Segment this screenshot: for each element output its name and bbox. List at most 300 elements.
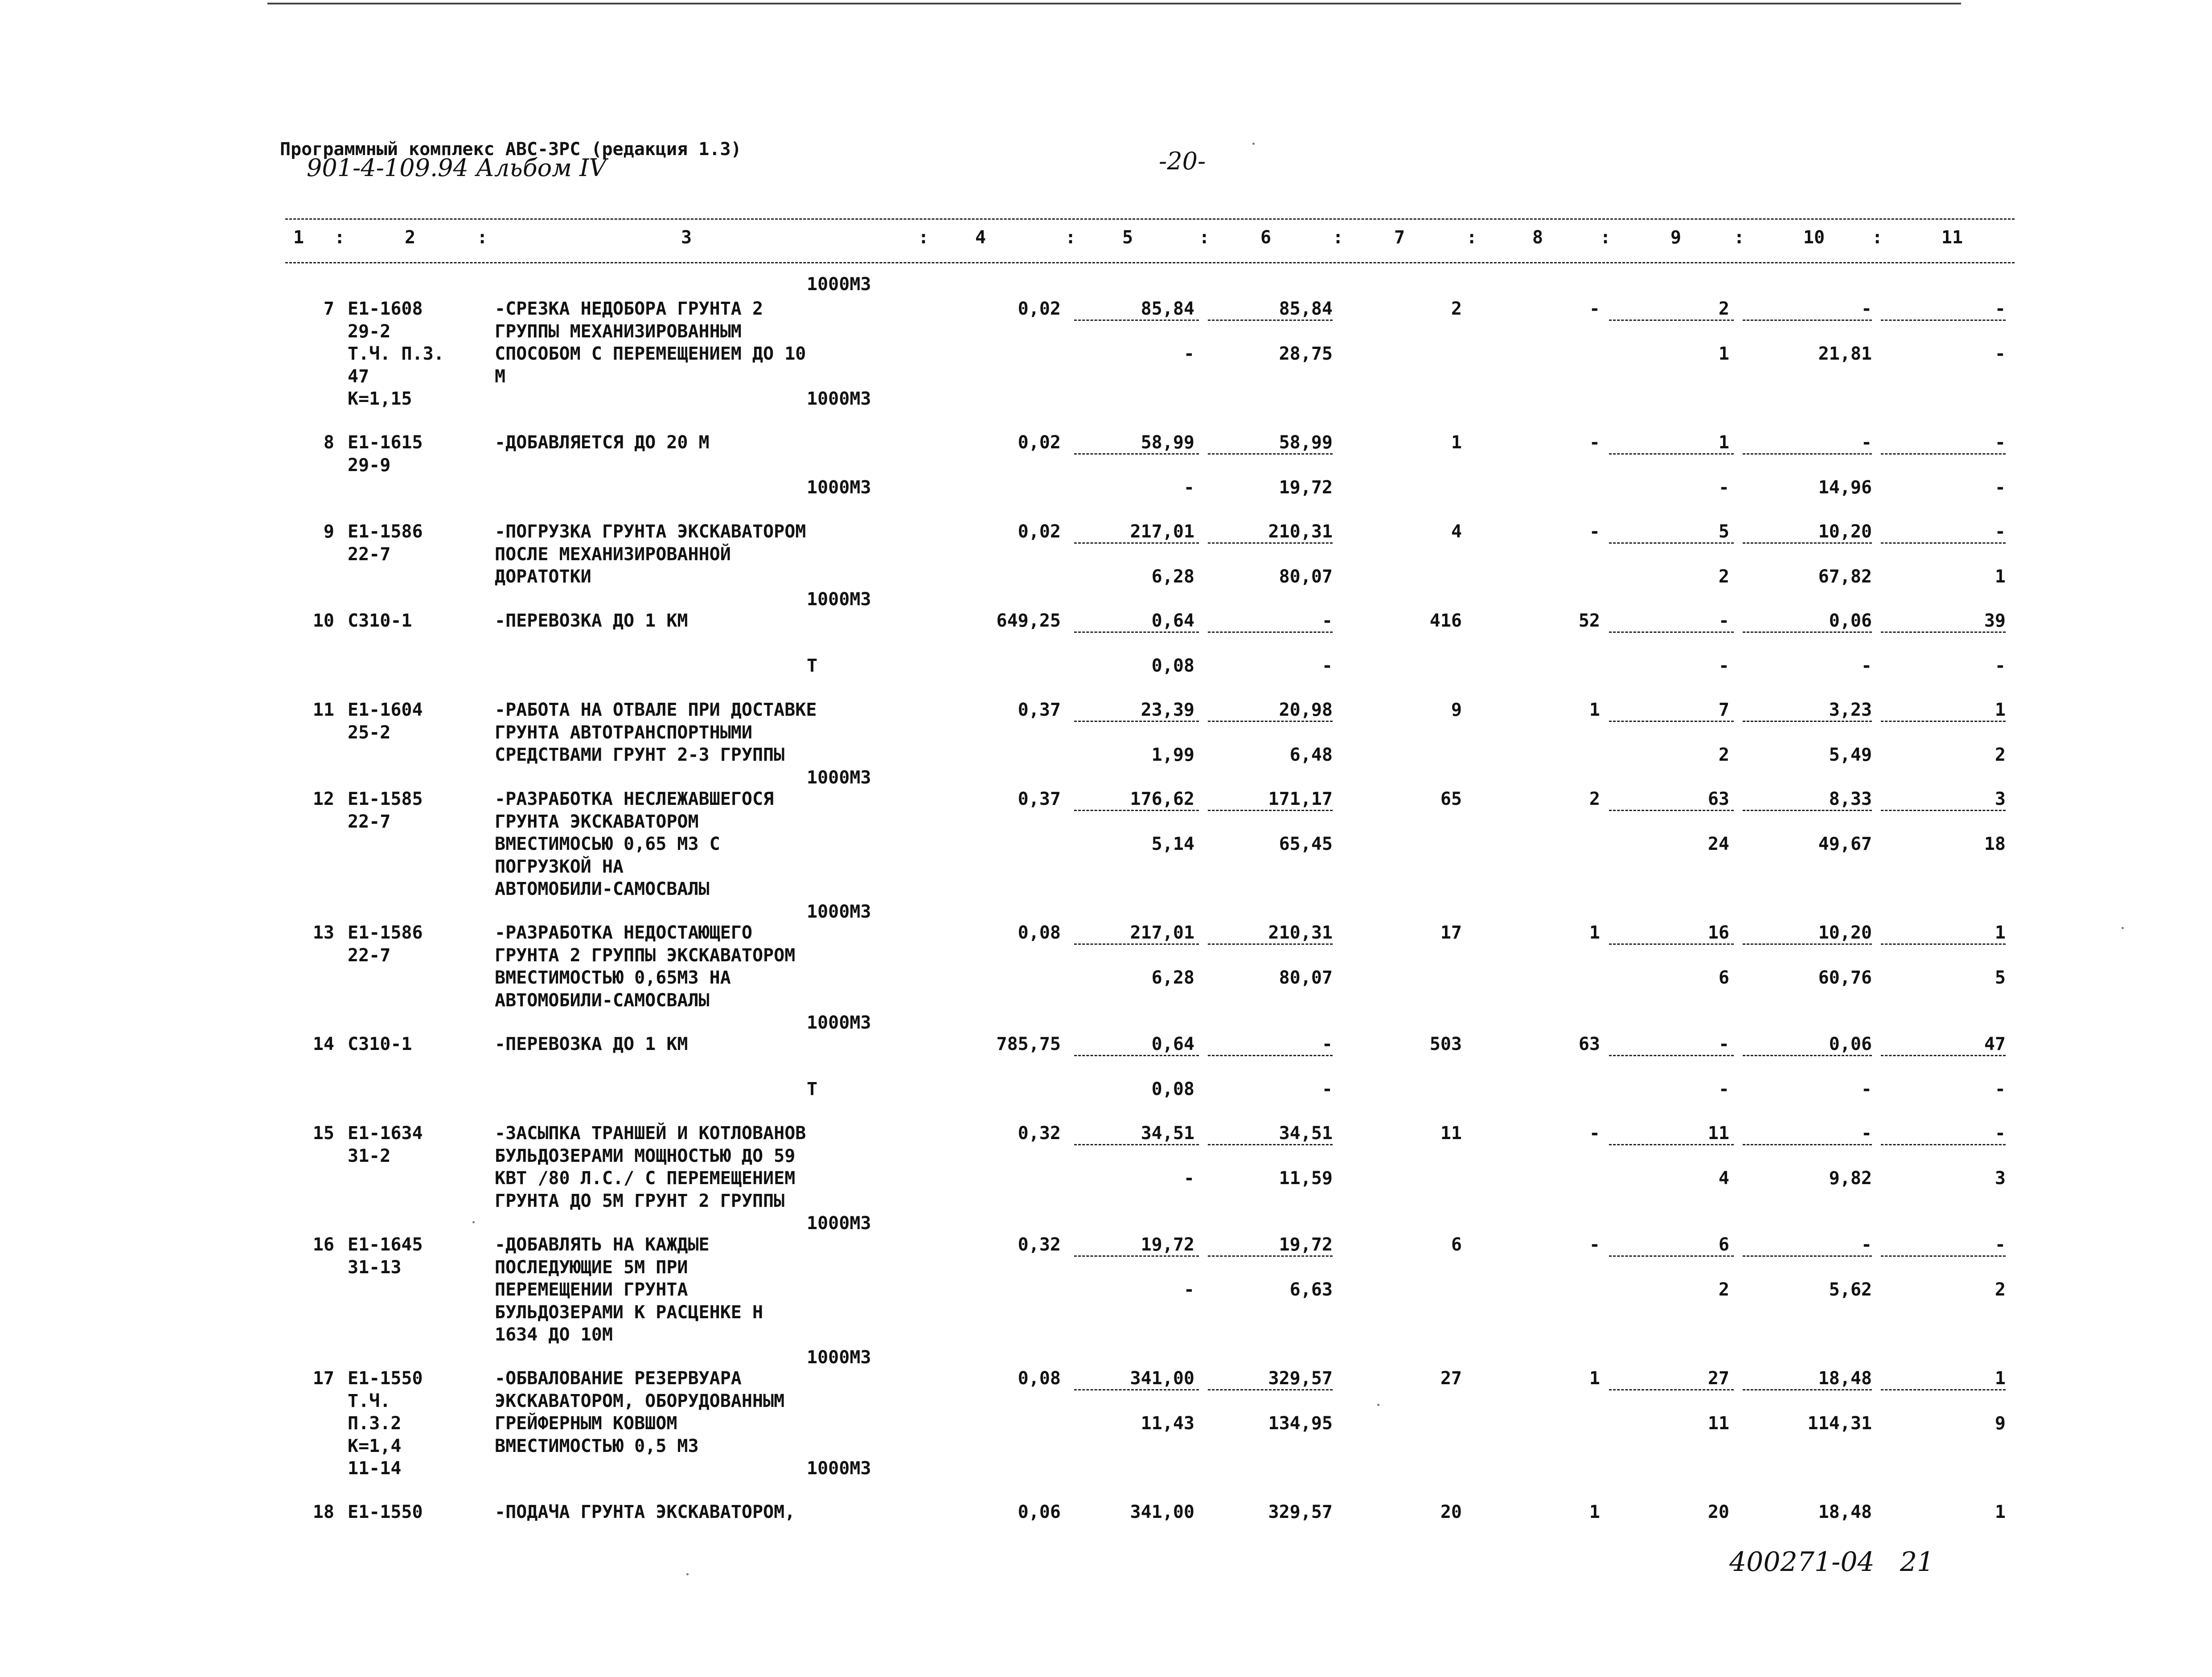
cost-value-secondary: -: [1321, 1079, 1333, 1099]
column-separator: :: [334, 227, 345, 248]
column-separator: :: [1600, 227, 1611, 248]
column-separator: :: [1466, 227, 1477, 248]
column-number-1: 1: [293, 227, 304, 248]
cost-value-secondary: 2: [1718, 1279, 1729, 1300]
rate-code: Е1-1615: [348, 432, 423, 453]
cost-value-secondary: 5,14: [1151, 834, 1194, 854]
subtotal-rule: [1074, 1144, 1199, 1145]
cost-value: 0,06: [1829, 611, 1872, 631]
work-description: -ПОГРУЗКА ГРУНТА ЭКСКАВАТОРОМ: [495, 521, 806, 542]
rate-code: 47: [348, 366, 369, 387]
cost-value-secondary: 1: [1994, 566, 2006, 587]
cost-value-secondary: 24: [1707, 834, 1729, 854]
cost-value-secondary: -: [1183, 1279, 1194, 1300]
quantity: 0,08: [1018, 923, 1061, 943]
work-description: -РАЗРАБОТКА НЕСЛЕЖАВШЕГОСЯ: [495, 789, 774, 809]
cost-value-secondary: 0,08: [1151, 656, 1194, 676]
cost-value: -: [1589, 1123, 1600, 1144]
scan-speck: [472, 1221, 475, 1223]
row-number: 11: [312, 700, 334, 720]
unit-of-measure: Т: [807, 1079, 818, 1099]
cost-value: 217,01: [1130, 923, 1194, 943]
cost-value: 4: [1451, 521, 1462, 542]
cost-value: 85,84: [1141, 299, 1194, 319]
cost-value: 20: [1707, 1502, 1729, 1522]
rate-code: 11-14: [348, 1458, 402, 1479]
cost-value: -: [1994, 1234, 2006, 1255]
cost-value: 210,31: [1268, 521, 1333, 542]
column-number-8: 8: [1532, 227, 1543, 248]
column-separator: :: [1872, 227, 1883, 248]
rate-code: Е1-1604: [348, 700, 423, 720]
quantity: 0,06: [1018, 1502, 1061, 1522]
subtotal-rule: [1881, 320, 2006, 321]
cost-value: 65: [1440, 789, 1462, 809]
row-number: 9: [323, 521, 334, 542]
cost-value: 16: [1707, 923, 1729, 943]
cost-value-secondary: 60,76: [1818, 968, 1872, 988]
work-description: -ДОБАВЛЯЕТСЯ ДО 20 М: [495, 432, 710, 453]
column-number-3: 3: [681, 227, 692, 248]
cost-value-secondary: 114,31: [1807, 1413, 1872, 1434]
cost-value: 176,62: [1130, 789, 1194, 809]
work-description: ВМЕСТИМОСТЬЮ 0,65М3 НА: [495, 968, 731, 988]
column-separator: :: [1065, 227, 1076, 248]
subtotal-rule: [1743, 1255, 1872, 1257]
cost-value: 171,17: [1268, 789, 1333, 809]
quantity: 785,75: [996, 1034, 1061, 1054]
cost-value-secondary: -: [1994, 477, 2006, 498]
work-description: -ДОБАВЛЯТЬ НА КАЖДЫЕ: [495, 1234, 710, 1255]
rate-code: С310-1: [348, 1034, 412, 1054]
work-description: ПОСЛЕ МЕХАНИЗИРОВАННОЙ: [495, 544, 731, 565]
subtotal-rule: [1743, 721, 1872, 722]
work-description: ВМЕСТИМОСЬЮ 0,65 М3 С: [495, 834, 720, 854]
subtotal-rule: [1208, 810, 1333, 811]
subtotal-rule: [1074, 1255, 1199, 1257]
column-separator: :: [1199, 227, 1210, 248]
header-rule-top: [285, 218, 2015, 220]
cost-value: -: [1589, 432, 1600, 453]
cost-value: 27: [1707, 1368, 1729, 1389]
subtotal-rule: [1074, 810, 1199, 811]
subtotal-rule: [1743, 1389, 1872, 1390]
subtotal-rule: [1743, 1144, 1872, 1145]
work-description: ГРЕЙФЕРНЫМ КОВШОМ: [495, 1413, 677, 1434]
cost-value: 0,64: [1151, 611, 1194, 631]
cost-value: 1: [1994, 1368, 2006, 1389]
subtotal-rule: [1881, 542, 2006, 544]
subtotal-rule: [1881, 1255, 2006, 1257]
quantity: 0,37: [1018, 789, 1061, 809]
row-number: 12: [312, 789, 334, 809]
cost-value: 503: [1429, 1034, 1462, 1054]
rate-code: 22-7: [348, 811, 391, 832]
rate-code: Т.Ч. П.3.: [348, 344, 444, 364]
rate-code: Е1-1550: [348, 1368, 423, 1389]
cost-value: 58,99: [1279, 432, 1333, 453]
rate-code: К=1,15: [348, 389, 412, 409]
quantity: 0,37: [1018, 700, 1061, 720]
unit-of-measure: 1000М3: [807, 589, 871, 610]
cost-value-secondary: -: [1718, 477, 1729, 498]
cost-value-secondary: 6,63: [1289, 1279, 1333, 1300]
cost-value-secondary: 19,72: [1279, 477, 1333, 498]
subtotal-rule: [1743, 810, 1872, 811]
rate-code: К=1,4: [348, 1435, 402, 1456]
cost-value: 0,64: [1151, 1034, 1194, 1054]
cost-value: 39: [1984, 611, 2006, 631]
subtotal-rule: [1074, 320, 1199, 321]
subtotal-rule: [1074, 721, 1199, 722]
cost-value: -: [1994, 299, 2006, 319]
subtotal-rule: [1609, 943, 1734, 945]
work-description: -ЗАСЫПКА ТРАНШЕЙ И КОТЛОВАНОВ: [495, 1123, 806, 1144]
cost-value-secondary: 6: [1718, 968, 1729, 988]
subtotal-rule: [1609, 1255, 1734, 1257]
work-description: БУЛЬДОЗЕРАМИ МОЩНОСТЬЮ ДО 59: [495, 1145, 796, 1166]
work-description: М: [495, 366, 506, 387]
subtotal-rule: [1208, 1389, 1333, 1390]
cost-value: 19,72: [1141, 1234, 1194, 1255]
cost-value-secondary: -: [1718, 1079, 1729, 1099]
cost-value: 341,00: [1130, 1368, 1194, 1389]
scan-speck: [1377, 1404, 1379, 1406]
subtotal-rule: [1609, 542, 1734, 544]
footer-stamp: 400271-04 21: [1729, 1546, 1934, 1578]
work-description: -ПЕРЕВОЗКА ДО 1 КМ: [495, 1034, 688, 1054]
cost-value: -: [1861, 299, 1872, 319]
row-number: 10: [312, 611, 334, 631]
subtotal-rule: [1074, 542, 1199, 544]
cost-value: 9: [1451, 700, 1462, 720]
subtotal-rule: [1609, 1144, 1734, 1145]
cost-value: -: [1321, 611, 1333, 631]
cost-value-secondary: 134,95: [1268, 1413, 1333, 1434]
cost-value: 416: [1429, 611, 1462, 631]
subtotal-rule: [1743, 320, 1872, 321]
cost-value-secondary: 21,81: [1818, 344, 1872, 364]
cost-value: 85,84: [1279, 299, 1333, 319]
subtotal-rule: [1208, 1144, 1333, 1145]
subtotal-rule: [1208, 943, 1333, 945]
subtotal-rule: [1743, 943, 1872, 945]
rate-code: 29-9: [348, 455, 391, 476]
column-separator: :: [1734, 227, 1745, 248]
quantity: 0,32: [1018, 1123, 1061, 1144]
cost-value-secondary: -: [1994, 1079, 2006, 1099]
cost-value-secondary: 2: [1718, 566, 1729, 587]
cost-value-secondary: 2: [1718, 745, 1729, 765]
cost-value: 11: [1707, 1123, 1729, 1144]
work-description: ГРУНТА АВТОТРАНСПОРТНЫМИ: [495, 722, 752, 743]
quantity: 649,25: [996, 611, 1061, 631]
header-rule-bottom: [285, 262, 2015, 263]
work-description: СРЕДСТВАМИ ГРУНТ 2-3 ГРУППЫ: [495, 745, 785, 765]
work-description: ПЕРЕМЕЩЕНИИ ГРУНТА: [495, 1279, 688, 1300]
subtotal-rule: [1609, 631, 1734, 633]
quantity: 0,08: [1018, 1368, 1061, 1389]
rate-code: П.3.2: [348, 1413, 402, 1434]
subtotal-rule: [1074, 1055, 1199, 1056]
cost-value: 3,23: [1829, 700, 1872, 720]
cost-value: 52: [1578, 611, 1600, 631]
work-description: ГРУНТА ДО 5М ГРУНТ 2 ГРУППЫ: [495, 1190, 785, 1211]
cost-value: 2: [1589, 789, 1600, 809]
cost-value: -: [1718, 611, 1729, 631]
column-number-4: 4: [975, 227, 986, 248]
subtotal-rule: [1743, 542, 1872, 544]
cost-value: 210,31: [1268, 923, 1333, 943]
cost-value-secondary: 0,08: [1151, 1079, 1194, 1099]
cost-value: 1: [1994, 700, 2006, 720]
cost-value: -: [1994, 1123, 2006, 1144]
subtotal-rule: [1074, 943, 1199, 945]
scan-speck: [686, 1573, 689, 1575]
work-description: ПОСЛЕДУЮЩИЕ 5М ПРИ: [495, 1257, 688, 1278]
work-description: -ОБВАЛОВАНИЕ РЕЗЕРВУАРА: [495, 1368, 742, 1389]
cost-value-secondary: 3: [1994, 1168, 2006, 1189]
cost-value-secondary: -: [1994, 656, 2006, 676]
column-number-2: 2: [404, 227, 416, 248]
work-description: -ПЕРЕВОЗКА ДО 1 КМ: [495, 611, 688, 631]
cost-value-secondary: 6,28: [1151, 566, 1194, 587]
scan-speck: [2122, 927, 2124, 929]
cost-value-secondary: 65,45: [1279, 834, 1333, 854]
cost-value: 63: [1578, 1034, 1600, 1054]
cost-value: 2: [1718, 299, 1729, 319]
cost-value: 1: [1994, 1502, 2006, 1522]
subtotal-rule: [1208, 631, 1333, 633]
cost-value: 1: [1718, 432, 1729, 453]
cost-value: 0,06: [1829, 1034, 1872, 1054]
column-separator: :: [1333, 227, 1344, 248]
cost-value: 17: [1440, 923, 1462, 943]
cost-value: 58,99: [1141, 432, 1194, 453]
work-description: ВМЕСТИМОСТЬЮ 0,5 М3: [495, 1435, 699, 1456]
cost-value: 3: [1994, 789, 2006, 809]
cost-value: 34,51: [1141, 1123, 1194, 1144]
cost-value-secondary: 2: [1994, 1279, 2006, 1300]
rate-code: Т.Ч.: [348, 1390, 391, 1411]
work-description: ДОРАТОТКИ: [495, 566, 591, 587]
subtotal-rule: [1609, 1055, 1734, 1056]
cost-value: 23,39: [1141, 700, 1194, 720]
unit-of-measure: 1000М3: [807, 389, 871, 409]
cost-value-secondary: 1: [1718, 344, 1729, 364]
rate-code: С310-1: [348, 611, 412, 631]
rate-code: 22-7: [348, 945, 391, 966]
subtotal-rule: [1743, 453, 1872, 455]
subtotal-rule: [1881, 453, 2006, 455]
rate-code: Е1-1634: [348, 1123, 423, 1144]
subtotal-rule: [1208, 1255, 1333, 1257]
subtotal-rule: [1743, 631, 1872, 633]
subtotal-rule: [1609, 320, 1734, 321]
unit-of-measure: 1000М3: [807, 767, 871, 788]
cost-value: 10,20: [1818, 923, 1872, 943]
cost-value: 6: [1718, 1234, 1729, 1255]
unit-of-measure: 1000М3: [807, 1213, 871, 1234]
row-number: 7: [323, 299, 334, 319]
rate-code: Е1-1586: [348, 923, 423, 943]
column-number-11: 11: [1941, 227, 1963, 248]
cost-value-secondary: 5,62: [1829, 1279, 1872, 1300]
rate-code: 31-13: [348, 1257, 402, 1278]
column-number-7: 7: [1394, 227, 1405, 248]
work-description: -РАБОТА НА ОТВАЛЕ ПРИ ДОСТАВКЕ: [495, 700, 817, 720]
quantity: 0,02: [1018, 432, 1061, 453]
subtotal-rule: [1208, 542, 1333, 544]
cost-value-secondary: 18: [1984, 834, 2006, 854]
row-number: 16: [312, 1234, 334, 1255]
unit-of-measure: 1000М3: [807, 1013, 871, 1033]
work-description: -ПОДАЧА ГРУНТА ЭКСКАВАТОРОМ,: [495, 1502, 796, 1522]
subtotal-rule: [1881, 631, 2006, 633]
column-separator: :: [477, 227, 488, 248]
cost-value: 27: [1440, 1368, 1462, 1389]
subtotal-rule: [1881, 810, 2006, 811]
row-number: 13: [312, 923, 334, 943]
cost-value: 5: [1718, 521, 1729, 542]
cost-value: -: [1589, 1234, 1600, 1255]
cost-value: 18,48: [1818, 1368, 1872, 1389]
column-separator: :: [918, 227, 929, 248]
subtotal-rule: [1208, 721, 1333, 722]
subtotal-rule: [1609, 721, 1734, 722]
cost-value: -: [1994, 521, 2006, 542]
row-number: 18: [312, 1502, 334, 1522]
work-description: ЭКСКАВАТОРОМ, ОБОРУДОВАННЫМ: [495, 1390, 785, 1411]
unit-of-measure: 1000М3: [807, 477, 871, 498]
cost-value-secondary: 11,43: [1141, 1413, 1194, 1434]
cost-value-secondary: 6,48: [1289, 745, 1333, 765]
unit-of-measure: Т: [807, 656, 818, 676]
cost-value-secondary: -: [1861, 1079, 1872, 1099]
cost-value-secondary: 28,75: [1279, 344, 1333, 364]
rate-code: Е1-1608: [348, 299, 423, 319]
cost-value: 1: [1589, 700, 1600, 720]
subtotal-rule: [1881, 943, 2006, 945]
work-description: ГРУППЫ МЕХАНИЗИРОВАННЫМ: [495, 321, 742, 342]
subtotal-rule: [1208, 320, 1333, 321]
cost-value: 8,33: [1829, 789, 1872, 809]
cost-value: 19,72: [1279, 1234, 1333, 1255]
work-description: ПОГРУЗКОЙ НА: [495, 856, 624, 877]
rate-code: 29-2: [348, 321, 391, 342]
rate-code: Е1-1585: [348, 789, 423, 809]
work-description: ГРУНТА ЭКСКАВАТОРОМ: [495, 811, 699, 832]
cost-value: -: [1861, 432, 1872, 453]
subtotal-rule: [1881, 1144, 2006, 1145]
work-description: -РАЗРАБОТКА НЕДОСТАЮЩЕГО: [495, 923, 752, 943]
cost-value-secondary: -: [1183, 477, 1194, 498]
row-number: 15: [312, 1123, 334, 1144]
rate-code: Е1-1586: [348, 521, 423, 542]
cost-value-secondary: 6,28: [1151, 968, 1194, 988]
cost-value: -: [1718, 1034, 1729, 1054]
cost-value: 1: [1994, 923, 2006, 943]
rate-code: Е1-1550: [348, 1502, 423, 1522]
cost-value-secondary: 1,99: [1151, 745, 1194, 765]
cost-value-secondary: 2: [1994, 745, 2006, 765]
subtotal-rule: [1881, 1389, 2006, 1390]
cost-value: 63: [1707, 789, 1729, 809]
cost-value-secondary: -: [1994, 344, 2006, 364]
quantity: 0,02: [1018, 299, 1061, 319]
work-description: ГРУНТА 2 ГРУППЫ ЭКСКАВАТОРОМ: [495, 945, 796, 966]
subtotal-rule: [1881, 721, 2006, 722]
work-description: АВТОМОБИЛИ-САМОСВАЛЫ: [495, 879, 710, 899]
subtotal-rule: [1208, 1055, 1333, 1056]
subtotal-rule: [1074, 453, 1199, 455]
cost-value: -: [1994, 432, 2006, 453]
work-description: 1634 ДО 10М: [495, 1324, 613, 1345]
cost-value: 329,57: [1268, 1368, 1333, 1389]
cost-value-secondary: 14,96: [1818, 477, 1872, 498]
column-number-9: 9: [1670, 227, 1682, 248]
cost-value-secondary: 9: [1994, 1413, 2006, 1434]
cost-value: 1: [1589, 1502, 1600, 1522]
cost-value: 341,00: [1130, 1502, 1194, 1522]
row-number: 8: [323, 432, 334, 453]
work-description: КВТ /80 Л.С./ С ПЕРЕМЕЩЕНИЕМ: [495, 1168, 796, 1189]
cost-value: -: [1861, 1234, 1872, 1255]
unit-of-measure: 1000М3: [807, 1347, 871, 1368]
cost-value-secondary: -: [1183, 344, 1194, 364]
work-description: -СРЕЗКА НЕДОБОРА ГРУНТА 2: [495, 299, 763, 319]
row-number: 14: [312, 1034, 334, 1054]
cost-value: 329,57: [1268, 1502, 1333, 1522]
subtotal-rule: [1609, 453, 1734, 455]
cost-value-secondary: 5: [1994, 968, 2006, 988]
cost-value: 47: [1984, 1034, 2006, 1054]
work-description: БУЛЬДОЗЕРАМИ К РАСЦЕНКЕ Н: [495, 1302, 763, 1323]
cost-value: 11: [1440, 1123, 1462, 1144]
scan-speck: [1252, 143, 1255, 145]
column-number-6: 6: [1260, 227, 1272, 248]
unit-of-measure: 1000М3: [807, 1458, 871, 1479]
cost-value: -: [1861, 1123, 1872, 1144]
subtotal-rule: [1881, 1055, 2006, 1056]
rate-code: 25-2: [348, 722, 391, 743]
rate-code: 31-2: [348, 1145, 391, 1166]
cost-value: 34,51: [1279, 1123, 1333, 1144]
cost-value-secondary: 80,07: [1279, 566, 1333, 587]
cost-value-secondary: 9,82: [1829, 1168, 1872, 1189]
subtotal-rule: [1609, 810, 1734, 811]
subtotal-rule: [1743, 1055, 1872, 1056]
rate-code: Е1-1645: [348, 1234, 423, 1255]
subtotal-rule: [1074, 1389, 1199, 1390]
page-number: -20-: [1159, 147, 1206, 175]
cost-value: 2: [1451, 299, 1462, 319]
subtotal-rule: [1208, 453, 1333, 455]
work-description: СПОСОБОМ С ПЕРЕМЕЩЕНИЕМ ДО 10: [495, 344, 806, 364]
leading-unit: 1000М3: [807, 274, 871, 295]
cost-value-secondary: 5,49: [1829, 745, 1872, 765]
quantity: 0,02: [1018, 521, 1061, 542]
program-title: Программный комплекс АВС-ЗРС (редакция 1.3): [280, 139, 742, 160]
cost-value-secondary: -: [1718, 656, 1729, 676]
cost-value: 7: [1718, 700, 1729, 720]
quantity: 0,32: [1018, 1234, 1061, 1255]
cost-value: 6: [1451, 1234, 1462, 1255]
cost-value: 1: [1589, 1368, 1600, 1389]
cost-value-secondary: -: [1321, 656, 1333, 676]
rate-code: 22-7: [348, 544, 391, 565]
top-border-line: [267, 3, 1961, 4]
